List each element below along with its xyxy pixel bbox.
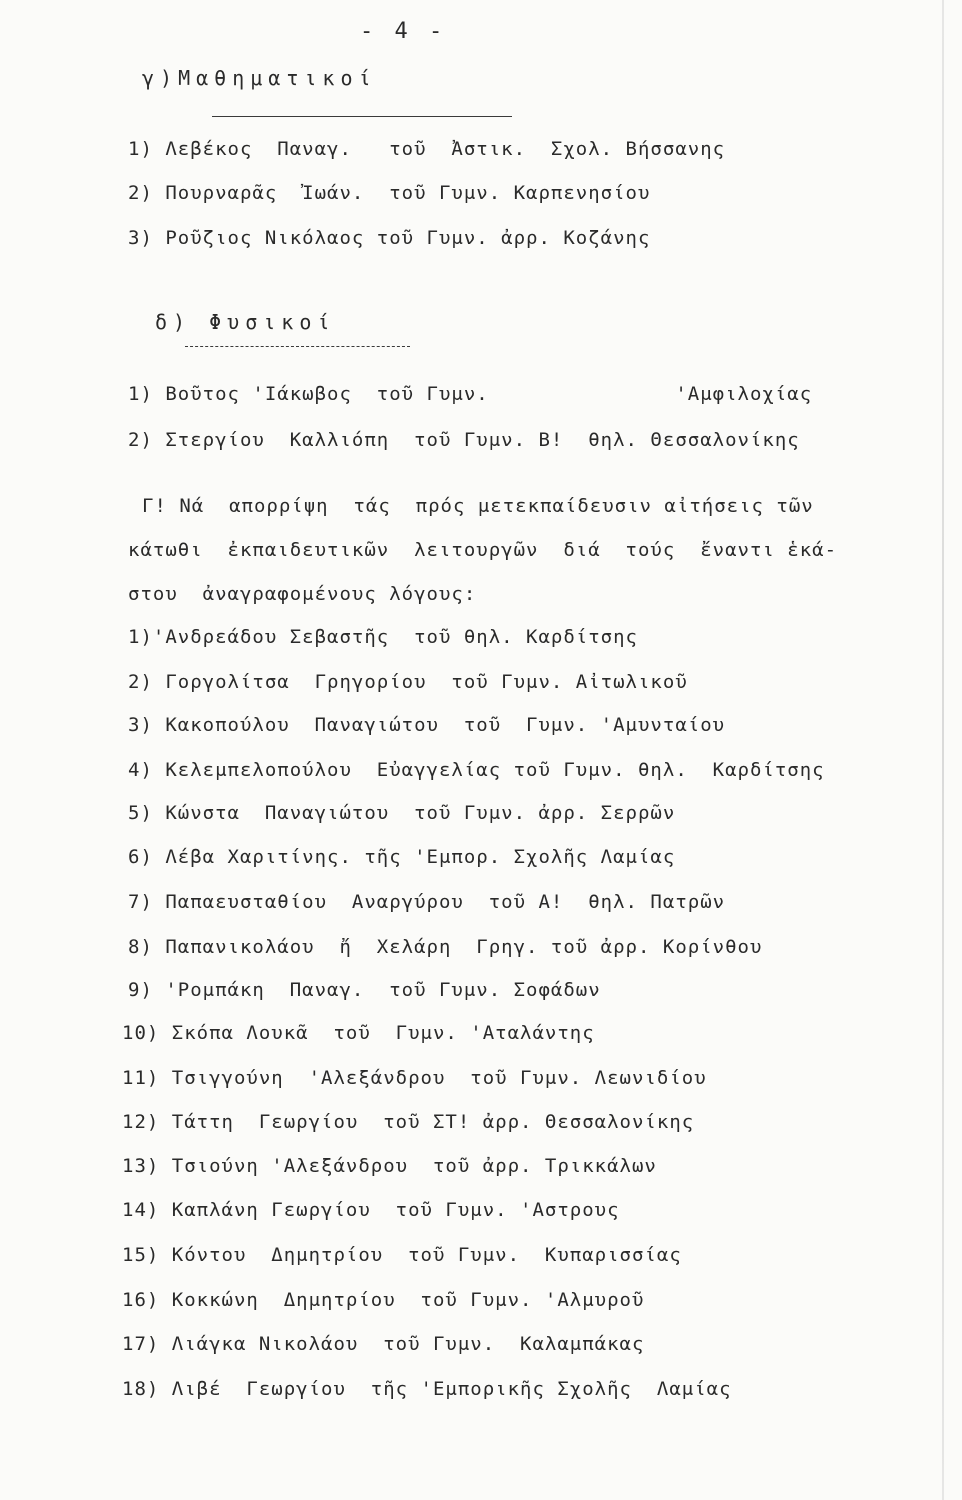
section-heading-physics: δ) Φυσικοί (155, 310, 336, 334)
list-item: 14) Καπλάνη Γεωργίου τοῦ Γυμν. 'Αστρους (122, 1199, 620, 1221)
list-item: 16) Κοκκώνη Δημητρίου τοῦ Γυμν. 'Αλμυροῦ (122, 1289, 645, 1311)
list-item: 12) Τάττη Γεωργίου τοῦ ΣΤ! ἀρρ. Θεσσαλονίκης (122, 1111, 695, 1133)
paragraph-line-2: κάτωθι ἐκπαιδευτικῶν λειτουργῶν διά τούς ἔναντι ἑκά- (128, 539, 838, 561)
list-item: 11) Τσιγγούνη 'Αλεξάνδρου τοῦ Γυμν. Λεωνιδίου (122, 1067, 707, 1089)
paragraph-line-3: στου ἀναγραφομένους λόγους: (128, 583, 477, 605)
list-item: 18) Λιβέ Γεωργίου τῆς 'Εμπορικῆς Σχολῆς Λαμίας (122, 1378, 732, 1400)
list-item: 13) Τσιούνη 'Αλεξάνδρου τοῦ ἀρρ. Τρικκάλων (122, 1155, 657, 1177)
math-item-3: 3) Ροῦζιος Νικόλαος τοῦ Γυμν. ἀρρ. Κοζάνης (128, 227, 651, 249)
list-item: 15) Κόντου Δημητρίου τοῦ Γυμν. Κυπαρισσίας (122, 1244, 682, 1266)
physics-item-2: 2) Στεργίου Καλλιόπη τοῦ Γυμν. Β! θηλ. Θεσσαλονίκης (128, 429, 800, 451)
physics-item-1: 1) Βοῦτος 'Ιάκωβος τοῦ Γυμν. 'Αμφιλοχίας (128, 383, 813, 405)
list-item: 6) Λέβα Χαριτίνης. τῆς 'Εμπορ. Σχολῆς Λαμίας (128, 846, 676, 868)
math-item-1: 1) Λεβέκος Παναγ. τοῦ Ἀστικ. Σχολ. Βήσσανης (128, 138, 726, 160)
list-item: 7) Παπαευσταθίου Αναργύρου τοῦ Α! θηλ. Πατρῶν (128, 891, 726, 913)
list-item: 10) Σκόπα Λουκᾶ τοῦ Γυμν. 'Αταλάντης (122, 1022, 595, 1044)
list-item: 4) Κελεμπελοπούλου Εὐαγγελίας τοῦ Γυμν. θηλ. Καρδίτσης (128, 759, 825, 781)
heading-underline-math (212, 116, 512, 117)
list-item: 17) Λιάγκα Νικολάου τοῦ Γυμν. Καλαμπάκας (122, 1333, 645, 1355)
math-item-2: 2) Πουρναρᾶς Ἰωάν. τοῦ Γυμν. Καρπενησίου (128, 182, 651, 204)
heading-underline-physics (185, 346, 410, 347)
list-item: 3) Κακοπούλου Παναγιώτου τοῦ Γυμν. 'Αμυνταίου (128, 714, 726, 736)
paragraph-line-1: Γ! Νά απορρίψη τάς πρός μετεκπαίδευσιν αἰτήσεις τῶν (142, 495, 814, 517)
list-item: 9) 'Ρομπάκη Παναγ. τοῦ Γυμν. Σοφάδων (128, 979, 601, 1001)
list-item: 2) Γοργολίτσα Γρηγορίου τοῦ Γυμν. Αἰτωλικοῦ (128, 671, 688, 693)
list-item: 1)'Ανδρεάδου Σεβαστῆς τοῦ θηλ. Καρδίτσης (128, 626, 638, 648)
page-number: - 4 - (360, 19, 447, 44)
list-item: 5) Κώνστα Παναγιώτου τοῦ Γυμν. ἀρρ. Σερρῶν (128, 802, 676, 824)
section-heading-math: γ)Μαθηματικοί (142, 66, 377, 90)
list-item: 8) Παπανικολάου ἤ Χελάρη Γρηγ. τοῦ ἀρρ. Κορίνθου (128, 936, 763, 958)
page-edge-shadow (942, 0, 944, 1500)
